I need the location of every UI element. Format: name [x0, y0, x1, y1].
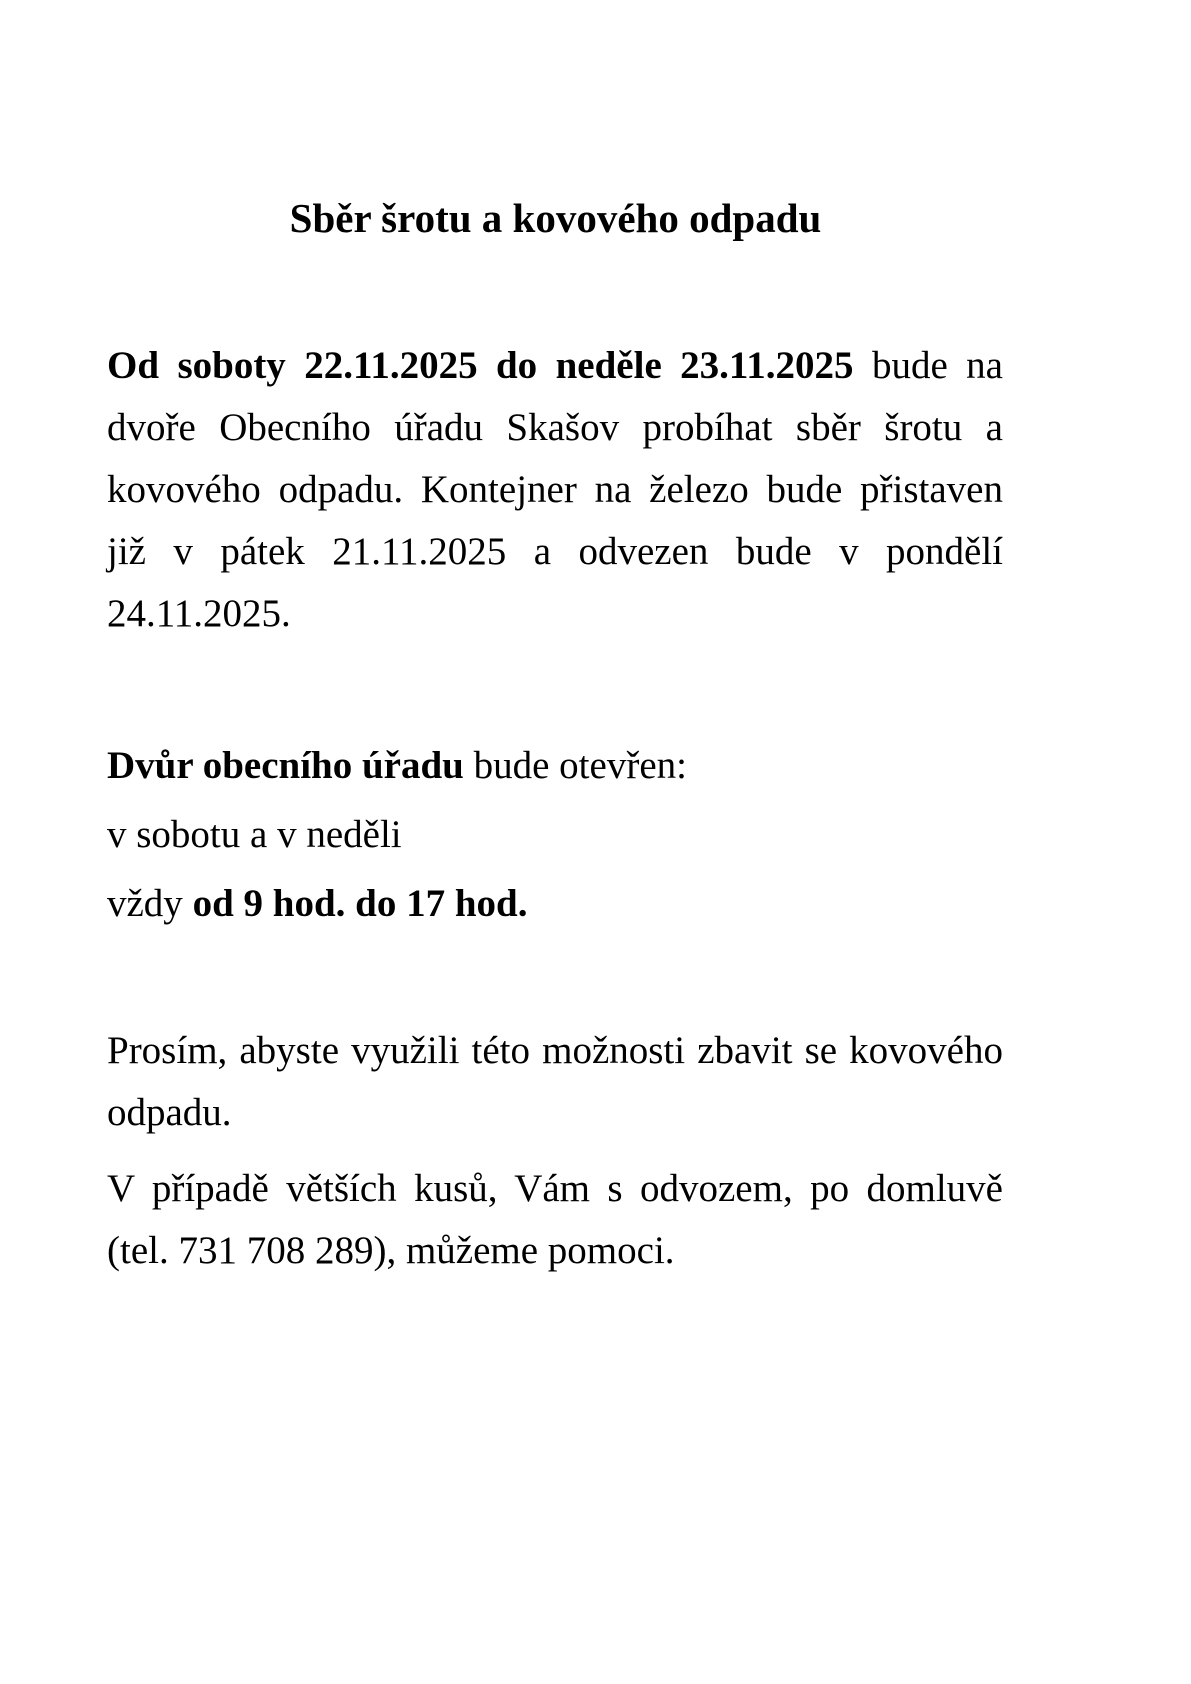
collection-date-range: Od soboty 22.11.2025 do neděle 23.11.2025	[107, 344, 854, 387]
opening-days: v sobotu a v neděli	[107, 813, 402, 856]
document-title: Sběr šrotu a kovového odpadu	[289, 195, 822, 241]
opening-hours-value: od 9 hod. do 17 hod.	[192, 882, 528, 925]
request-paragraph: Prosím, abyste využili této možnosti zbavit se kovového odpadu.	[107, 1029, 1003, 1134]
opening-hours-heading	[107, 735, 1003, 797]
opening-hours-line	[107, 873, 1003, 935]
opening-label-suffix: bude otevřen:	[463, 744, 687, 787]
opening-hours-section	[107, 735, 1003, 942]
courtyard-label: Dvůr obecního úřadu	[107, 744, 464, 787]
collection-details-text: bude na dvoře Obecního úřadu Skašov probíhat sběr šrotu a kovového odpadu. Kontejner na železo bude přistaven již v pátek 21.11.2025 a odvezen bude v pondělí 24.11.2025.	[107, 344, 1003, 635]
collection-dates-paragraph	[107, 335, 1003, 645]
hours-prefix: vždy	[107, 882, 193, 925]
large-items-paragraph: V případě větších kusů, Vám s odvozem, po domluvě (tel. 731 708 289), můžeme pomoci.	[107, 1167, 1003, 1272]
